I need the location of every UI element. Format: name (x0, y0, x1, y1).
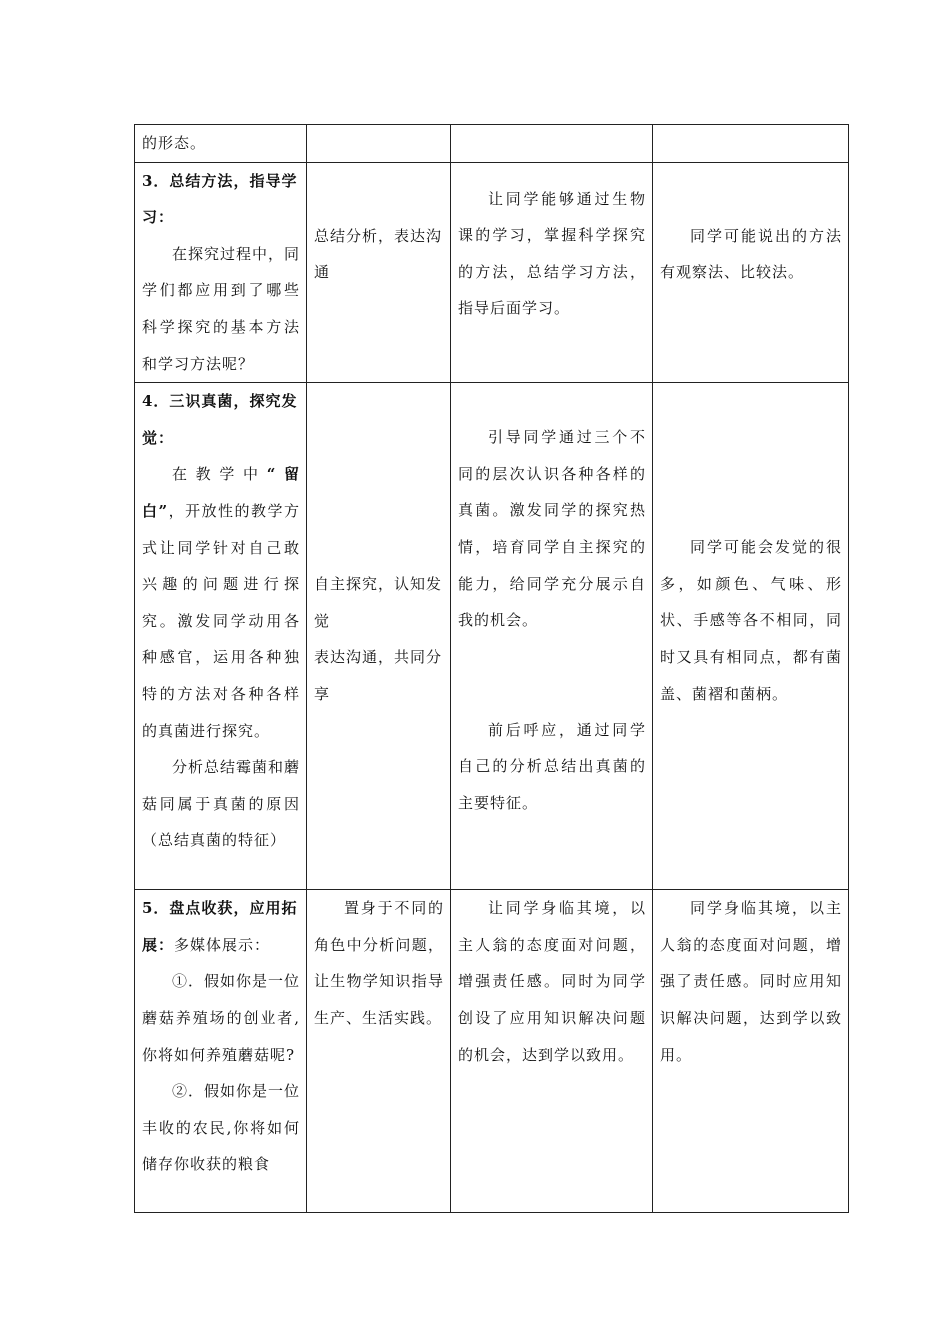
table-cell (135, 162, 307, 383)
table-cell (653, 890, 849, 1213)
table-cell (307, 125, 451, 163)
lesson-plan-table (134, 124, 849, 1213)
step-description: 分析总结霉菌和蘑菇同属于真菌的原因（总结真菌的特征） (142, 758, 301, 850)
student-activity: 置身于不同的角色中分析问题，让生物学知识指导生产、生活实践。 (314, 899, 444, 1027)
step-description (142, 456, 300, 749)
table-row (135, 383, 849, 890)
description-text: 在教学中 (172, 465, 267, 484)
table-cell (135, 383, 307, 890)
step-heading: 3．总结方法，指导学习： (142, 171, 298, 227)
expected-outcome: 同学身临其境，以主人翁的态度面对问题，增强了责任感。同时应用知识解决问题，达到学以致用。 (660, 899, 842, 1064)
step-heading: 4．三识真菌，探究发觉： (142, 392, 298, 447)
question-item: ②．假如你是一位丰收的农民,你将如何储存你收获的粮食 (142, 1082, 301, 1174)
table-cell (135, 125, 307, 163)
table-cell (653, 162, 849, 383)
table-row (135, 890, 849, 1213)
step-subheading: 多媒体展示： (174, 935, 271, 954)
cell-text: 的形态。 (142, 134, 207, 152)
table-cell (307, 383, 451, 890)
table-cell (451, 125, 653, 163)
student-activity: 自主探究，认知发觉 (314, 575, 443, 630)
emphasis-text: “留白” (142, 465, 300, 520)
design-intent: 前后呼应，通过同学自己的分析总结出真菌的主要特征。 (458, 720, 646, 812)
question-item: ①．假如你是一位蘑菇养殖场的创业者,你将如何养殖蘑菇呢? (142, 972, 301, 1064)
table-cell (451, 890, 653, 1213)
table-cell (307, 162, 451, 383)
student-activity: 表达沟通，共同分享 (314, 648, 443, 703)
design-intent: 让同学能够通过生物课的学习，掌握科学探究的方法，总结学习方法，指导后面学习。 (458, 189, 646, 318)
description-text: ，开放性的教学方式让同学针对自己敢兴趣的问题进行探究。激发同学动用各种感官，运用各种独特的方法对各种各样的真菌进行探究。 (142, 501, 300, 740)
student-activity: 总结分析，表达沟通 (314, 226, 443, 282)
expected-outcome: 同学可能会发觉的很多，如颜色、气味、形状、手感等各不相同，同时又具有相同点，都有菌盖、菌褶和菌柄。 (660, 538, 842, 703)
design-intent: 让同学身临其境，以主人翁的态度面对问题，增强责任感。同时为同学创设了应用知识解决问题的机会，达到学以致用。 (458, 899, 646, 1064)
table-cell (653, 383, 849, 890)
table-cell (307, 890, 451, 1213)
table-cell (451, 162, 653, 383)
step-heading: 5．盘点收获，应用拓展： (142, 899, 298, 954)
table-row (135, 162, 849, 383)
table-cell (451, 383, 653, 890)
table-row (135, 125, 849, 163)
table-cell (653, 125, 849, 163)
design-intent: 引导同学通过三个不同的层次认识各种各样的真菌。激发同学的探究热情，培育同学自主探究的能力，给同学充分展示自我的机会。 (458, 428, 646, 630)
expected-outcome: 同学可能说出的方法有观察法、比较法。 (660, 226, 842, 282)
table-cell (135, 890, 307, 1213)
step-description: 在探究过程中，同学们都应用到了哪些科学探究的基本方法和学习方法呢？ (142, 244, 301, 373)
